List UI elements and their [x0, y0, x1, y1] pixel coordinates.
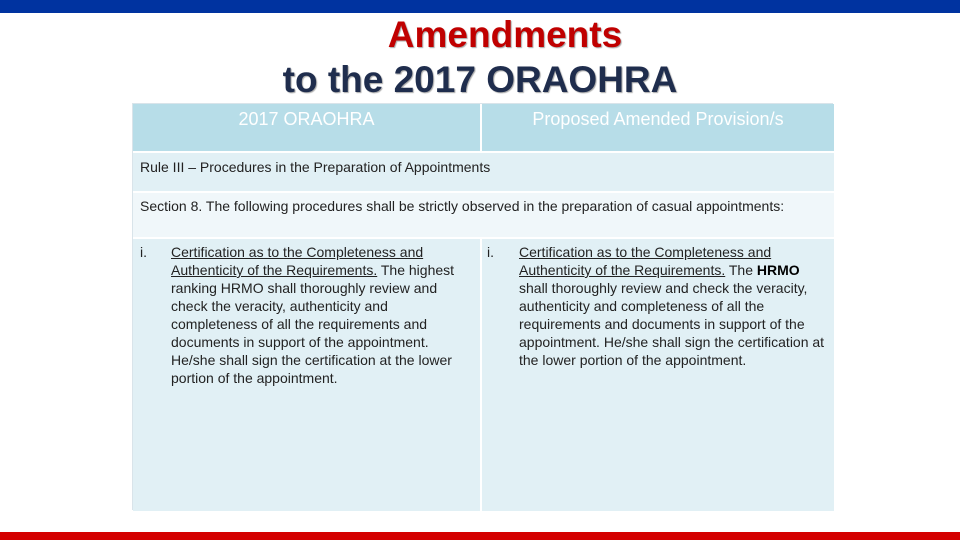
item-number: i.	[140, 244, 147, 260]
rule-row: Rule III – Procedures in the Preparation of Appointments	[133, 153, 834, 191]
top-accent-bar	[0, 0, 960, 13]
section-row: Section 8. The following procedures shall be strictly observed in the preparation of casual appointments:	[133, 193, 834, 237]
header-2017-oraohra: 2017 ORAOHRA	[133, 104, 480, 151]
slide-title-line-1: Amendments	[387, 14, 623, 55]
slide-title-line-2: to the 2017 ORAOHRA	[282, 59, 678, 100]
provision-heading: Certification as to the Completeness and Authenticity of the Requirements.	[519, 244, 772, 278]
amendments-table	[132, 103, 833, 510]
bottom-accent-bar	[0, 532, 960, 540]
provision-cell-proposed	[482, 239, 834, 511]
provision-body-pre: The	[725, 262, 757, 278]
provision-cell-2017	[133, 239, 480, 511]
provision-body: The highest ranking HRMO shall thoroughly review and check the veracity, authenticity and completeness of all the requirements and documents in support of the appointment. He/she shall sign the certification at the lower portion of the appointment.	[171, 262, 455, 386]
provision-text-proposed	[519, 243, 829, 369]
header-proposed-amended: Proposed Amended Provision/s	[482, 104, 834, 151]
provision-heading: Certification as to the Completeness and Authenticity of the Requirements.	[171, 244, 424, 278]
item-number: i.	[487, 244, 494, 260]
provision-text-2017	[171, 243, 476, 387]
provision-body-bold: HRMO	[756, 262, 800, 278]
provision-body-post: shall thoroughly review and check the veracity, authenticity and completeness of all the requirements and documents in support of the appointment. He/she shall sign the certification at the lower portion of the appointment.	[519, 280, 825, 368]
